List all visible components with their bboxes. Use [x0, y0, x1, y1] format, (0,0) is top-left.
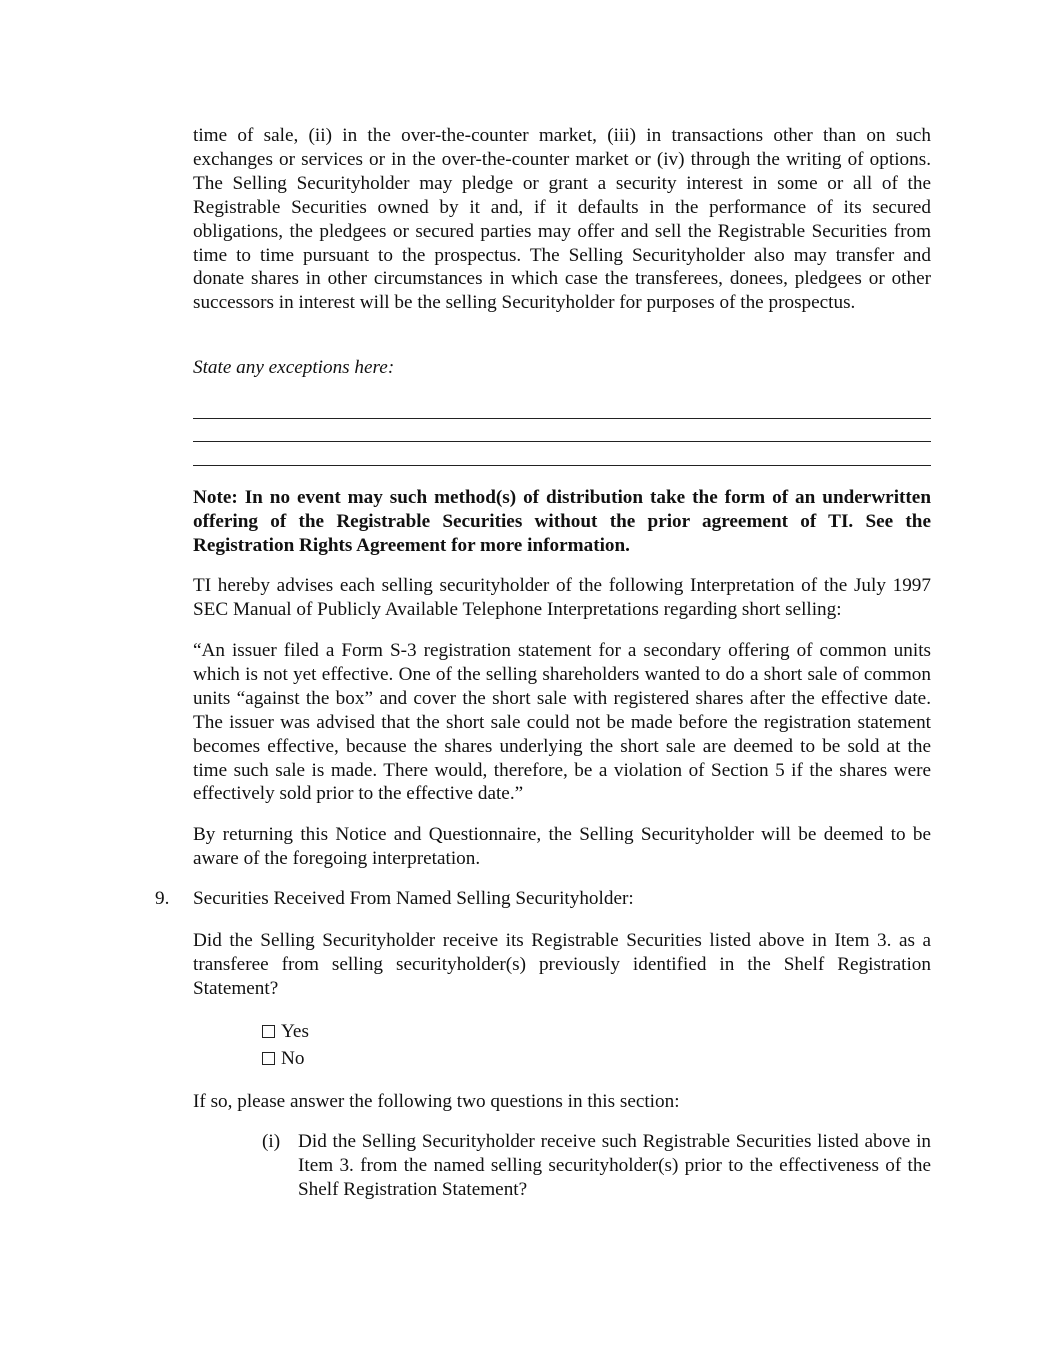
- sec-advisory: TI hereby advises each selling securityholder of the following Interpretation of the July 1997 SEC Manual of Publicly Available Telephone Interpretations regarding short selling:: [193, 575, 931, 620]
- option-no[interactable]: [262, 1047, 304, 1071]
- checkbox-icon[interactable]: [262, 1025, 275, 1038]
- subquestion-i-label: (i): [262, 1131, 281, 1152]
- followup-intro: If so, please answer the following two questions in this section:: [193, 1091, 680, 1112]
- exception-line-3[interactable]: [193, 465, 931, 466]
- exception-line-2[interactable]: [193, 441, 931, 442]
- acknowledgement-paragraph: By returning this Notice and Questionnaire, the Selling Securityholder will be deemed to be aware of the foregoing interpretation.: [193, 824, 931, 869]
- exception-line-1[interactable]: [193, 418, 931, 419]
- distribution-paragraph: time of sale, (ii) in the over-the-counter market, (iii) in transactions other than on such exchanges or services or in the over-the-counter market or (iv) through the writing of options. The Selling Securityholder may pledge or grant a security interest in some or all of the Registrable Securities owned by it and, if it defaults in the performance of its secured obligations, the pledgees or secured parties may offer and sell the Registrable Securities from time to time pursuant to the prospectus. The Selling Securityholder also may transfer and donate shares in other circumstances in which case the transferees, donees, pledgees or other successors in interest will be the selling Securityholder for purposes of the prospectus.: [193, 125, 931, 314]
- exceptions-label: State any exceptions here:: [193, 357, 395, 378]
- interpretation-quote: “An issuer filed a Form S-3 registration statement for a secondary offering of common units which is not yet effective. One of the selling shareholders wanted to do a short sale of common units “against the box” and cover the short sale with registered shares after the effective date. The issuer was advised that the short sale could not be made before the registration statement becomes effective, because the shares underlying the short sale are deemed to be sold at the time such sale is made. There would, therefore, be a violation of Section 5 if the shares were effectively sold prior to the effective date.”: [193, 640, 931, 805]
- subquestion-i-text: Did the Selling Securityholder receive such Registrable Securities listed above in Item 3. from the named selling securityholder(s) prior to the effectiveness of the Shelf Registration Statement?: [298, 1131, 931, 1200]
- item-9-question: Did the Selling Securityholder receive its Registrable Securities listed above in Item 3. as a transferee from selling securityholder(s) previously identified in the Shelf Registration Statement?: [193, 930, 931, 999]
- item-9-number: 9.: [155, 888, 170, 909]
- option-yes-label: Yes: [281, 1021, 309, 1042]
- distribution-note: Note: In no event may such method(s) of distribution take the form of an underwritten offering of the Registrable Securities without the prior agreement of TI. See the Registration Rights Agreement for more information.: [193, 487, 931, 556]
- item-9-title: Securities Received From Named Selling Securityholder:: [193, 888, 634, 909]
- option-yes[interactable]: [262, 1020, 309, 1044]
- option-no-label: No: [281, 1048, 305, 1069]
- checkbox-icon[interactable]: [262, 1052, 275, 1065]
